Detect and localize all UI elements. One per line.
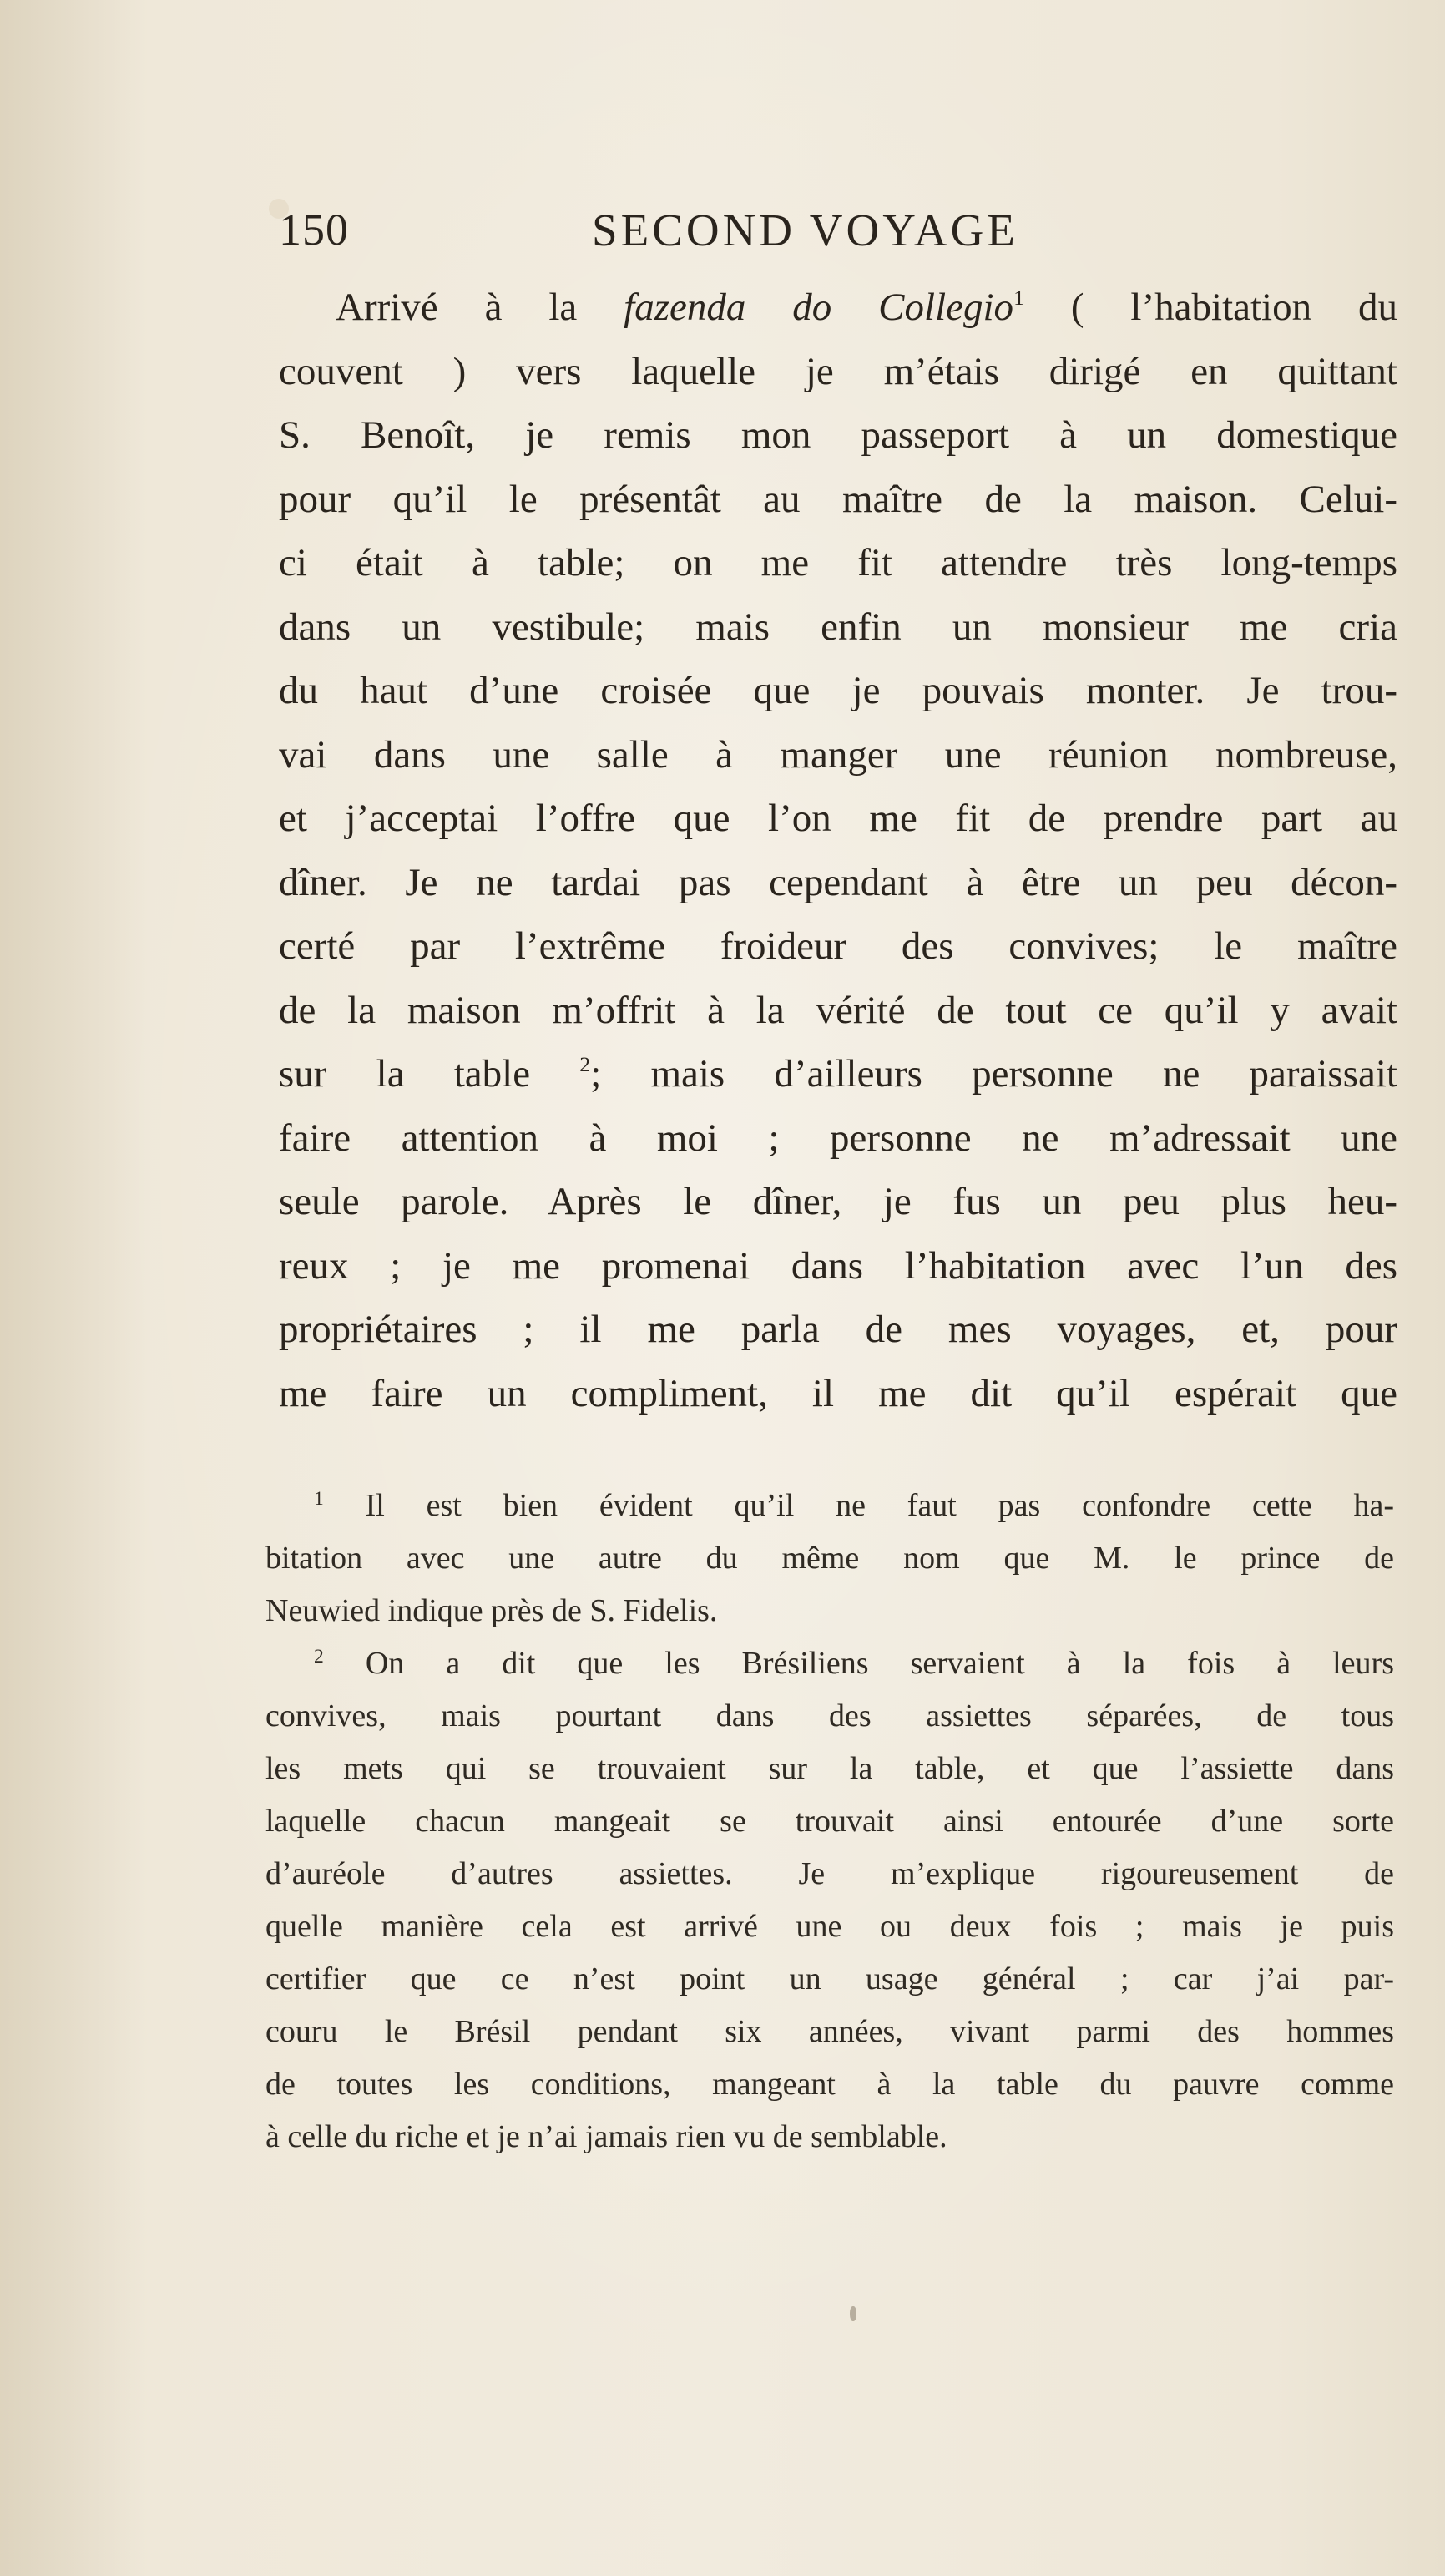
main-line-11: certé par l’extrême froideur des convives; le maître <box>279 924 1397 968</box>
running-head: SECOND VOYAGE <box>592 205 1018 256</box>
main-line-7: du haut d’une croisée que je pouvais monter. Je trou- <box>279 669 1397 712</box>
main-line-1: Arrivé à la fazenda do Collegio$^1$ ( l’habitation du <box>336 285 1398 329</box>
page-number: 150 <box>279 205 349 255</box>
main-line-2: couvent ) vers laquelle je m’étais dirigé en quittant <box>279 349 1397 393</box>
main-line-12: de la maison m’offrit à la vérité de tout ce qu’il y avait <box>279 988 1397 1032</box>
paper-foxing-left <box>0 0 150 2576</box>
main-line-5: ci était à table; on me fit attendre très long-temps <box>279 541 1397 585</box>
footnote-2-line-9: de toutes les conditions, mangeant à la table du pauvre comme <box>265 2067 1394 2102</box>
main-text <box>279 276 1397 1425</box>
footnote-marker-2: 2 <box>579 1051 591 1076</box>
footnote-number-2: 2 <box>314 1646 324 1668</box>
footnote-1-line-2: bitation avec une autre du même nom que M. le prince de <box>265 1541 1394 1576</box>
italic-place-name: fazenda do Collegio <box>624 286 1014 329</box>
paper-foxing-spot-2 <box>850 2306 856 2321</box>
footnote-2-line-4: laquelle chacun mangeait se trouvait ainsi entourée d’une sorte <box>265 1804 1394 1839</box>
footnote-2-line-10: à celle du riche et je n’ai jamais rien vu de semblable. <box>265 2119 947 2154</box>
main-line-18: me faire un compliment, il me dit qu’il espérait que <box>279 1371 1397 1415</box>
footnote-2-line-3: les mets qui se trouvaient sur la table, et que l’assiette dans <box>265 1751 1394 1786</box>
main-line-17: propriétaires ; il me parla de mes voyages, et, pour <box>279 1308 1397 1351</box>
page-header <box>279 199 1397 266</box>
main-line-6: dans un vestibule; mais enfin un monsieur me cria <box>279 605 1397 649</box>
footnote-2-line-8: couru le Brésil pendant six années, vivant parmi des hommes <box>265 2014 1394 2049</box>
main-line-13: sur la table $^2$; mais d’ailleurs personne ne paraissait <box>279 1051 1397 1096</box>
footnotes <box>265 1480 1394 2164</box>
footnote-2-line-6: quelle manière cela est arrivé une ou deux fois ; mais je puis <box>265 1909 1394 1944</box>
footnote-number-1: 1 <box>314 1488 324 1511</box>
footnote-marker-1: 1 <box>1013 285 1024 310</box>
main-line-15: seule parole. Après le dîner, je fus un peu plus heu- <box>279 1180 1397 1223</box>
footnote-2-line-1: $^2$ On a dit que les Brésiliens servaient à la fois à leurs <box>314 1646 1394 1681</box>
footnote-2-line-7: certifier que ce n’est point un usage général ; car j’ai par- <box>265 1961 1394 1997</box>
footnote-2-line-2: convives, mais pourtant dans des assiettes séparées, de tous <box>265 1698 1394 1733</box>
main-line-10: dîner. Je ne tardai pas cependant à être un peu décon- <box>279 860 1397 904</box>
main-line-16: reux ; je me promenai dans l’habitation avec l’un des <box>279 1243 1397 1288</box>
footnote-1-line-1: $^1$ Il est bien évident qu’il ne faut pas confondre cette ha- <box>314 1488 1395 1523</box>
main-line-14: faire attention à moi ; personne ne m’adressait une <box>279 1116 1397 1160</box>
main-line-4: pour qu’il le présentât au maître de la maison. Celui- <box>279 477 1397 521</box>
main-line-8: vai dans une salle à manger une réunion nombreuse, <box>279 732 1397 777</box>
footnote-1-line-3: Neuwied indique près de S. Fidelis. <box>265 1593 718 1628</box>
footnote-2-line-5: d’auréole d’autres assiettes. Je m’explique rigoureusement de <box>265 1856 1394 1891</box>
main-line-3: S. Benoît, je remis mon passeport à un domestique <box>279 413 1397 457</box>
main-line-9: et j’acceptai l’offre que l’on me fit de prendre part au <box>279 797 1397 840</box>
